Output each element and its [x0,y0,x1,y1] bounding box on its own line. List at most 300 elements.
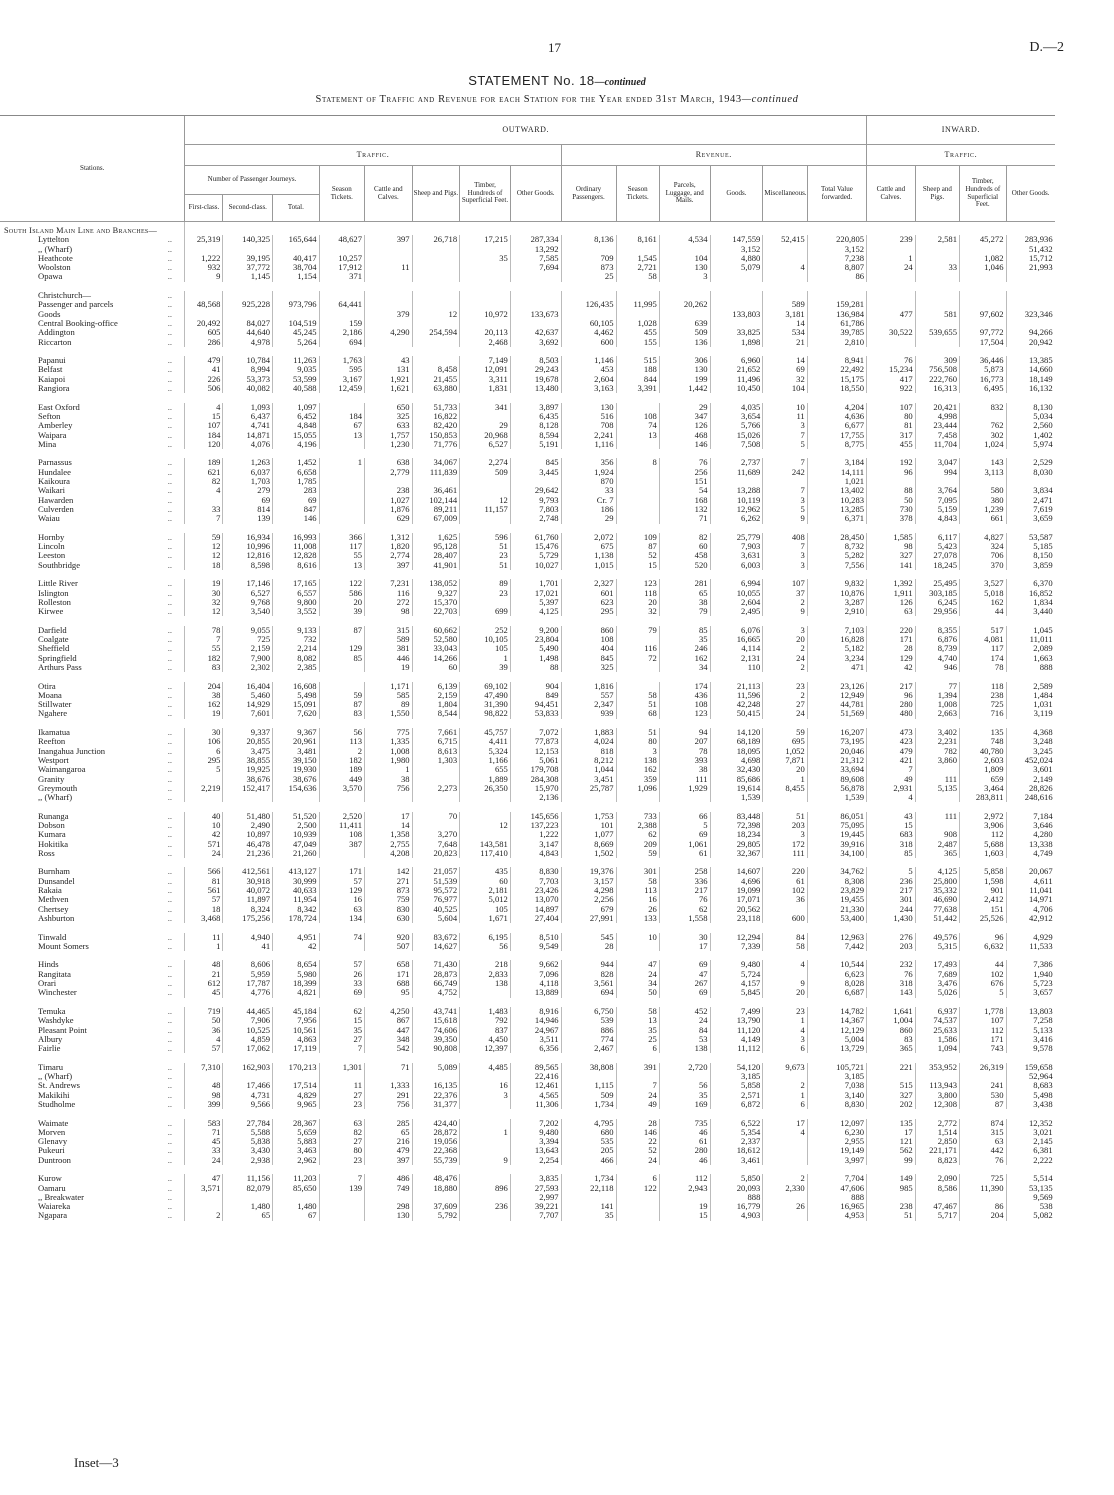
table-cell: 11,008 [273,542,319,551]
table-cell: 29,243 [510,365,561,374]
table-cell: 65 [223,1211,273,1220]
table-cell: 901 [960,886,1006,895]
table-cell: 22,492 [807,365,866,374]
table-cell: 37 [763,589,807,598]
table-cell: 7,499 [710,1007,763,1016]
table-cell: 15,970 [510,784,561,793]
station-name: Waikari [38,486,65,496]
table-cell: 5,724 [710,970,763,979]
table-cell [460,1193,511,1202]
table-cell: 117 [319,542,364,551]
table-cell [960,291,1006,300]
leader-dots: .. [167,421,173,431]
table-cell: 39,916 [807,840,866,849]
table-cell: 33 [185,1146,223,1155]
table-cell: 1,045 [1006,626,1055,635]
table-cell: 19 [185,709,223,718]
table-cell [867,338,916,347]
table-cell: 232 [867,960,916,969]
table-row [0,375,1114,384]
table-cell: 16,822 [412,412,460,421]
table-cell: 8,458 [412,365,460,374]
table-cell: 5,858 [960,867,1006,876]
table-cell: 5,397 [510,598,561,607]
table-cell: 51,539 [412,877,460,886]
table-cell: 14,607 [710,867,763,876]
table-cell: 324 [960,542,1006,551]
table-cell: 1 [460,1128,511,1137]
table-row [0,644,1114,653]
table-cell: 2,938 [223,1156,273,1165]
table-cell: 725 [223,635,273,644]
table-cell [460,300,511,309]
table-cell: 2,962 [273,1156,319,1165]
table-cell: 14,367 [807,1016,866,1025]
table-cell: 29 [561,514,616,523]
table-cell: 38,676 [223,775,273,784]
spacer-row [0,570,1114,579]
table-cell: 108 [319,830,364,839]
table-cell: 24 [616,1091,659,1100]
table-cell: 49 [616,1100,659,1109]
leader-dots: .. [167,309,173,319]
table-cell: 159,281 [807,300,866,309]
table-cell: 8,739 [915,644,959,653]
table-cell: 53,400 [807,914,866,923]
table-cell: 1,222 [510,830,561,839]
table-cell: 4,903 [710,1211,763,1220]
table-cell: 23,426 [510,886,561,895]
table-cell: 19,445 [807,830,866,839]
table-cell: 5,980 [273,970,319,979]
table-cell: 209 [616,840,659,849]
table-cell: 530 [960,1091,1006,1100]
table-cell: 1,082 [960,254,1006,263]
table-cell [1006,477,1055,486]
table-cell: 53,833 [510,709,561,718]
table-cell: 5,135 [915,784,959,793]
table-cell: 5,159 [915,505,959,514]
leader-dots: .. [167,662,173,672]
table-cell: 109 [616,533,659,542]
table-cell: 7 [763,542,807,551]
table-cell: 12,461 [510,1081,561,1090]
table-row [0,905,1114,914]
table-cell: 828 [561,970,616,979]
table-cell: 7,704 [807,1174,866,1183]
table-cell: 291 [365,1091,413,1100]
table-cell: 162 [185,700,223,709]
table-row [0,700,1114,709]
spacer-cell [0,282,1114,291]
table-cell: 63 [960,1137,1006,1146]
table-cell [412,775,460,784]
table-cell: 13,402 [807,486,866,495]
table-cell: 21,455 [412,375,460,384]
table-cell: 39,150 [273,756,319,765]
table-cell: 1,015 [561,561,616,570]
table-cell: 1,230 [365,440,413,449]
leader-dots: .. [167,793,173,803]
table-cell: 6,037 [223,468,273,477]
table-cell: 630 [365,914,413,923]
table-cell: 83 [185,663,223,672]
station-name: ,, Breakwater [38,1192,85,1202]
station-name: Timaru [38,1062,63,1072]
spacer-cell [0,616,1114,625]
spacer-row [0,951,1114,960]
table-cell: 7 [185,635,223,644]
table-cell: 2,772 [915,1119,959,1128]
table-cell: 1,911 [867,589,916,598]
table-cell: 3,248 [1006,737,1055,746]
table-cell: 280 [867,700,916,709]
leader-dots: .. [167,1025,173,1035]
leader-dots: .. [167,1016,173,1026]
table-cell [1006,291,1055,300]
table-cell: 694 [319,338,364,347]
leader-dots: .. [167,746,173,756]
table-cell: 455 [867,440,916,449]
table-cell: 6,872 [710,1100,763,1109]
table-cell: 51,733 [412,403,460,412]
table-cell: 58 [616,1007,659,1016]
leader-dots: .. [167,504,173,514]
table-cell [365,300,413,309]
table-row [0,840,1114,849]
table-cell: 545 [561,933,616,942]
table-cell: 69 [659,830,710,839]
table-cell: 85 [319,654,364,663]
table-cell: 15 [659,1211,710,1220]
table-cell: 23 [460,589,511,598]
table-cell: 2,181 [460,886,511,895]
table-row [0,830,1114,839]
table-cell: 24,967 [510,1026,561,1035]
table-cell: 1,831 [460,384,511,393]
table-cell: 86 [960,1202,1006,1211]
table-cell: 3,152 [807,245,866,254]
table-cell: 904 [510,682,561,691]
table-cell: 150,853 [412,431,460,440]
table-cell: 2,273 [412,784,460,793]
table-cell: 480 [867,709,916,718]
leader-dots: .. [167,244,173,254]
table-cell: 60,662 [412,626,460,635]
table-cell: 80 [319,1146,364,1155]
table-cell: 51,480 [223,812,273,821]
table-cell: 111,839 [412,468,460,477]
table-cell: 4 [185,486,223,495]
table-cell [365,291,413,300]
table-cell: 5,490 [510,644,561,653]
table-cell: 2,663 [915,709,959,718]
leader-dots: .. [167,365,173,375]
table-cell: 38,676 [273,775,319,784]
station-name: Runanga [38,811,69,821]
table-cell: 16,313 [915,384,959,393]
header-cattle-calves-inward: Cattle and Calves. [867,166,916,222]
table-cell: 87 [616,542,659,551]
table-cell: 5,191 [510,440,561,449]
station-name: Waimate [38,1118,69,1128]
table-cell: 33 [915,263,959,272]
table-cell: 123 [659,709,710,718]
leader-dots: .. [167,783,173,793]
table-cell: 1,146 [561,356,616,365]
table-cell: 1,785 [273,477,319,486]
table-cell [460,988,511,997]
table-row [0,291,1114,300]
table-row [0,403,1114,412]
table-cell: 14,897 [510,905,561,914]
table-cell: 47,467 [915,1202,959,1211]
table-cell: 32 [763,375,807,384]
table-cell: 860 [561,626,616,635]
table-cell: 706 [960,551,1006,560]
table-cell: 18,880 [412,1184,460,1193]
table-cell: 2,256 [561,895,616,904]
table-cell: 121 [867,1137,916,1146]
table-cell: 43 [867,812,916,821]
table-cell: 24 [763,654,807,663]
table-cell: 629 [365,514,413,523]
leader-dots: .. [167,904,173,914]
table-cell: 61 [659,849,710,858]
table-cell: 605 [185,328,223,337]
station-name: Hinds [38,960,59,970]
table-cell: 695 [763,737,807,746]
leader-dots: .. [167,681,173,691]
table-cell: 56 [460,942,511,951]
table-cell: 38 [659,765,710,774]
table-cell: 8,594 [510,431,561,440]
table-cell [273,1193,319,1202]
table-cell: 680 [561,1128,616,1137]
leader-dots: .. [167,941,173,951]
table-cell: 61 [659,1137,710,1146]
table-cell: 359 [616,775,659,784]
table-cell: 13 [319,431,364,440]
table-cell: 139 [319,1184,364,1193]
table-cell [561,291,616,300]
table-cell: 26,718 [412,235,460,244]
table-cell: 17,146 [223,579,273,588]
table-cell: 11,596 [710,691,763,700]
table-cell: 38 [365,775,413,784]
table-cell [867,300,916,309]
table-row [0,942,1114,951]
table-cell: 837 [460,1026,511,1035]
table-cell: 170,213 [273,1063,319,1072]
table-cell: 1,539 [807,793,866,802]
table-cell: 1,816 [561,682,616,691]
table-cell: 8,613 [412,747,460,756]
table-cell: 46 [659,1156,710,1165]
table-cell: 16,404 [223,682,273,691]
station-name: Glenavy [38,1137,68,1147]
table-cell: 96 [867,691,916,700]
table-cell: 4,843 [510,849,561,858]
leader-dots: .. [167,979,173,989]
table-cell: 19,149 [807,1146,866,1155]
table-cell: 8,544 [412,709,460,718]
table-cell: 3,654 [710,412,763,421]
table-cell: 17,504 [960,338,1006,347]
table-cell: 105,721 [807,1063,866,1072]
table-cell: 131 [365,365,413,374]
table-cell: 1 [185,942,223,951]
table-cell: 8,136 [561,235,616,244]
table-cell: 14 [763,319,807,328]
leader-dots: .. [167,1081,173,1091]
table-cell: 586 [319,589,364,598]
table-cell: 1,502 [561,849,616,858]
header-other-goods: Other Goods. [510,166,561,222]
table-cell: 98 [365,607,413,616]
leader-dots: .. [167,458,173,468]
table-cell [510,300,561,309]
spacer-row [0,998,1114,1007]
table-cell: 8,130 [1006,403,1055,412]
table-cell: 5,723 [1006,979,1055,988]
table-cell: 2,347 [561,700,616,709]
leader-dots: .. [167,830,173,840]
table-cell: 58 [616,272,659,281]
leader-dots: .. [167,811,173,821]
table-cell: 3 [763,496,807,505]
table-cell: 520 [659,561,710,570]
table-cell: 327 [867,1091,916,1100]
table-cell: 172 [763,840,807,849]
statement-title [0,73,1114,88]
table-cell: 2,090 [915,1174,959,1183]
table-cell: 165,644 [273,235,319,244]
table-cell: 74 [319,933,364,942]
table-cell: 226 [185,375,223,384]
table-cell [412,765,460,774]
table-cell: 10,257 [319,254,364,263]
table-cell: 7,903 [710,542,763,551]
table-cell: 14 [763,356,807,365]
table-cell: 7,202 [510,1119,561,1128]
table-cell: 252 [460,626,511,635]
table-cell: 1,430 [867,914,916,923]
table-cell: 35 [561,1211,616,1220]
table-cell: 11,156 [223,1174,273,1183]
table-cell: 348 [365,1035,413,1044]
table-cell: 12 [185,551,223,560]
table-cell: 47,490 [460,691,511,700]
table-cell: 2,972 [960,812,1006,821]
table-cell: 10,561 [273,1026,319,1035]
table-cell: 22,416 [510,1072,561,1081]
table-cell: 2,471 [1006,496,1055,505]
table-cell [616,245,659,254]
table-cell: 126,435 [561,300,616,309]
station-name: Kirwee [38,607,64,617]
table-cell: 5,959 [223,970,273,979]
table-cell: 8,308 [807,877,866,886]
table-cell: 12,962 [710,505,763,514]
table-cell: 35 [616,1026,659,1035]
table-cell: 5,018 [960,589,1006,598]
table-row [0,1146,1114,1155]
table-cell: 4,859 [223,1035,273,1044]
table-cell: 221,171 [915,1146,959,1155]
station-name: Leeston [38,551,66,561]
table-cell: 74,606 [412,1026,460,1035]
table-cell: 725 [960,700,1006,709]
table-cell: 117 [960,644,1006,653]
table-cell: 8,916 [510,1007,561,1016]
station-name: Fairlie [38,1044,61,1054]
station-name: Studholme [38,1099,76,1109]
table-cell: 471 [807,663,866,672]
table-cell: 561 [185,886,223,895]
table-cell [616,942,659,951]
table-cell: 9,133 [273,626,319,635]
table-cell: 3,859 [1006,561,1055,570]
table-row [0,886,1114,895]
table-cell: 3,181 [763,310,807,319]
table-cell: 27,784 [223,1119,273,1128]
station-name: Goods [38,309,61,319]
table-cell: 4,565 [510,1091,561,1100]
table-cell: 762 [960,421,1006,430]
table-row [0,960,1114,969]
station-name: Dunsandel [38,876,75,886]
table-cell: 17,514 [273,1081,319,1090]
table-row [0,1202,1114,1211]
table-cell: 6,677 [807,421,866,430]
table-cell: 12,308 [915,1100,959,1109]
table-cell: 458 [659,551,710,560]
table-cell: 1,046 [960,263,1006,272]
table-cell: 3,021 [1006,1128,1055,1137]
table-cell: 19,376 [561,867,616,876]
table-cell: 35,332 [915,886,959,895]
leader-dots: .. [167,384,173,394]
table-cell: 60 [460,877,511,886]
table-cell: 182 [185,654,223,663]
table-cell: 4,462 [561,328,616,337]
table-cell: 4,024 [561,737,616,746]
table-cell: 35 [319,1026,364,1035]
table-cell: 241 [960,1081,1006,1090]
leader-dots: .. [167,1062,173,1072]
table-row [0,691,1114,700]
table-cell: 20 [616,598,659,607]
table-cell: 12 [412,310,460,319]
table-cell: 5,792 [412,1211,460,1220]
table-cell: 315 [365,626,413,635]
station-name: Duntroon [38,1155,71,1165]
spacer-row [0,802,1114,811]
table-cell: 47,606 [807,1184,866,1193]
table-cell: 25 [561,272,616,281]
table-cell [223,291,273,300]
table-cell: 27,991 [561,914,616,923]
table-cell: 517 [960,626,1006,635]
table-cell: 107 [185,421,223,430]
table-cell: 107 [763,579,807,588]
table-cell: 4,863 [273,1035,319,1044]
table-cell: 3,152 [710,245,763,254]
table-cell: 5,498 [1006,1091,1055,1100]
table-cell: 5,604 [412,914,460,923]
table-cell: 35 [460,254,511,263]
